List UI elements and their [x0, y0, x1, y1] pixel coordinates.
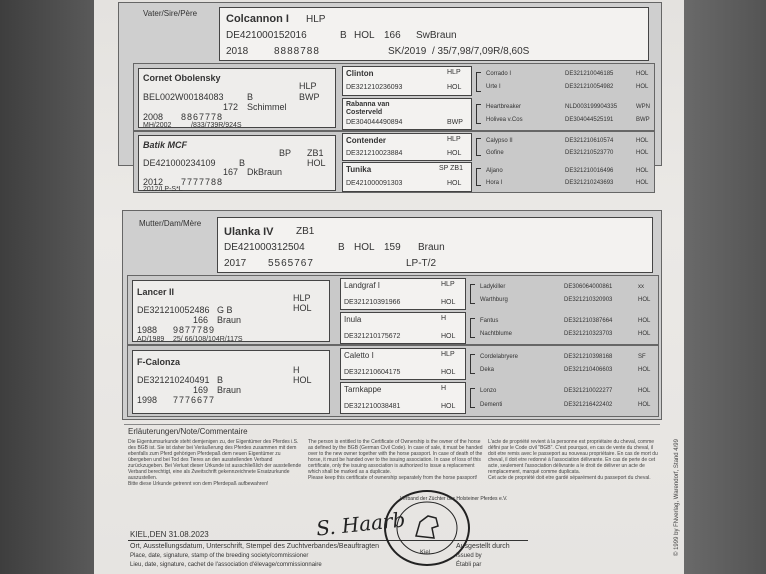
dam-perf: LP-T/2	[406, 258, 437, 269]
bracket	[476, 168, 481, 186]
gds-1-ueln: DE321210023884	[346, 150, 403, 157]
dam-grand-dam-color: Braun	[217, 385, 242, 395]
gg-name: Corrado I	[486, 71, 512, 77]
notes-fr2: Cet acte de propriété doit etre gardé séparément du passeport du cheval.	[488, 475, 651, 481]
sire-name: Colcannon I	[226, 13, 289, 25]
grand-sire-book1: HLP	[299, 81, 317, 91]
grand-dam-code: 7777788	[181, 177, 224, 187]
grand-sire-year: 2008	[143, 112, 164, 122]
issued-by-de: Ausgestellt durch	[456, 543, 510, 550]
dam-grand-sire-size: 166	[193, 315, 209, 325]
sire-book: HLP	[306, 14, 326, 25]
notes-de2: Bitte diese Urkunde getrennt von dem Pferdepaß aufbewahren!	[128, 481, 269, 487]
gg-name: Calypso II	[486, 138, 513, 144]
gg-name: Lonzo	[480, 388, 497, 394]
dam-grand-dam-ueln: DE321210240491	[137, 375, 210, 385]
gg-breed: HOL	[636, 71, 649, 77]
grand-dam-book2: ZB1	[307, 148, 324, 158]
grand-dam-sex: B	[239, 158, 246, 168]
mgs-1-book: HLP	[441, 281, 455, 288]
grand-sire-name: Cornet Obolensky	[143, 73, 221, 83]
sire-sire-panel	[133, 63, 655, 131]
grand-sire-book2: BWP	[299, 92, 320, 102]
gg-breed: HOL	[638, 331, 651, 337]
dam-grand-sire-perf: AD/1989	[137, 336, 165, 343]
gg-ueln: DE321216422402	[564, 402, 613, 408]
sire-indices: / 35/7,98/7,09R/8,60S	[432, 46, 530, 57]
gg-breed: WPN	[636, 104, 650, 110]
gg-breed: HOL	[636, 180, 649, 186]
gds-1-name: Contender	[346, 136, 386, 145]
gg-ueln: DE321210398168	[564, 354, 613, 360]
gg-breed: HOL	[636, 150, 649, 156]
mgd-2-ueln: DE321210038481	[344, 403, 401, 410]
dam-grand-dam-size: 169	[193, 385, 209, 395]
ggs-1-book: HLP	[447, 69, 461, 76]
dam-grand-sire-year: 1988	[137, 325, 158, 335]
grand-sire-perf: MH/2002	[143, 122, 172, 129]
notes-de: Die Eigentumsurkunde steht demjenigen zu, der Eigentümer des Pferdes i.S. des BGB ist. Sie ist daher bei Veräußerung des Pferdes zusammen mit dem ebenfalls zum Pferd gehörigen Pferdepaß dem neuen Eigentümer zu übergeben und bei Tod des Tieres an den ausstellenden Verband zurückzugeben. Bei Verlust dieser Urkunde ist ausschließlich der ausstellende Verband berechtigt, eine als Zweitschrift gekennzeichnete Ersatzurkunde auszustellen.	[128, 439, 302, 481]
dam-sire-panel	[127, 275, 659, 345]
gg-ueln: DE321210320903	[564, 297, 613, 303]
grand-sire-sex: B	[247, 92, 254, 102]
sire-sex: B	[340, 30, 347, 41]
dam-code: 5565767	[268, 258, 314, 269]
sire-dam-panel	[133, 131, 655, 193]
gg-name: Nachtblume	[480, 331, 513, 337]
dam-grand-dam-code: 7776677	[173, 395, 216, 405]
grand-dam-breed: HOL	[307, 158, 326, 168]
dam-grand-dam-card	[132, 350, 330, 414]
gg-name: Dementi	[480, 402, 503, 408]
grand-dam-color: DkBraun	[247, 167, 283, 177]
notes-french	[488, 439, 658, 481]
gg-ueln: DE321210022277	[564, 388, 613, 394]
sire-size: 166	[384, 30, 401, 41]
notes-english	[308, 439, 484, 481]
gg-ueln: DE321210406603	[564, 367, 613, 373]
dam-name: Ulanka IV	[224, 226, 274, 238]
dam-color: Braun	[418, 242, 445, 253]
dam-dam-panel	[127, 345, 659, 417]
gg-breed: HOL	[636, 168, 649, 174]
bracket	[470, 388, 475, 408]
gg-breed: HOL	[638, 318, 651, 324]
gds-card-1	[342, 133, 472, 161]
gg-name: Urte I	[486, 84, 501, 90]
footer-line-en: Place, date, signature, stamp of the breeding society/commissioner	[130, 553, 309, 559]
notes-heading: Erläuterungen/Note/Commentaire	[128, 427, 248, 436]
ownership-certificate	[94, 0, 684, 574]
gds-1-book: HLP	[447, 136, 461, 143]
stamp-city: Kiel	[420, 550, 431, 556]
footer-line-de: Ort, Ausstellungsdatum, Unterschrift, Stempel des Zuchtverbandes/Beauftragten	[130, 543, 380, 550]
issued-by-en: Issued by	[456, 553, 482, 559]
gg-breed: HOL	[638, 367, 651, 373]
publisher-vertical-text: © 1999 by FNverlag, Warendorf, Stand 4/99	[674, 439, 680, 556]
dam-grand-sire-color: Braun	[217, 315, 242, 325]
gds-2-breed: HOL	[447, 180, 462, 187]
grand-dam-book1: BP	[279, 148, 292, 158]
gds-2-ueln: DE421000091303	[346, 180, 403, 187]
ggs-2-name1: Rabanna van	[346, 101, 390, 108]
dam-ueln: DE421000312504	[224, 242, 305, 253]
background-right	[682, 0, 766, 574]
notes-en: The person is entitled to the Certificate of Ownership is the owner of the horse as defined by the BGB (German Civil Code). In case of sale, it must be handed over to the new owner together with the horse passport. In case of death of the horse, it must be handed over to the issuing association. In case of loss of this certificate, only the issuing association is authorized to issue a replacement which shall be marked as a duplicate.	[308, 439, 483, 475]
dam-year: 2017	[224, 258, 247, 269]
notes-fr: L'acte de propriété revient à la personne est propriétaire du cheval, comme défini par le Code civil "BGB". C'est pourquoi, en cas de vente du cheval, il doit etre remis avec le passeport au nouveau propriétaire. En cas de mort du cheval, il doit etre redonné à l'association délivrante. En cas de perte de cet acte, seulement l'association délivrante a le droit de délivrer un acte de remplacement, marqué comme duplicata.	[488, 439, 658, 475]
ggs-2-breed: BWP	[447, 119, 463, 126]
gg-breed: HOL	[636, 138, 649, 144]
ggs-2-name2: Costerveld	[346, 109, 383, 116]
mgd-2-breed: HOL	[441, 403, 456, 410]
sire-card	[219, 7, 649, 61]
bracket	[470, 318, 475, 338]
gg-breed: SF	[638, 354, 646, 360]
dam-section-label: Mutter/Dam/Mère	[139, 219, 202, 228]
notes-german	[128, 439, 304, 487]
bracket	[476, 72, 481, 92]
mgd-1-name: Caletto I	[344, 351, 374, 360]
gg-ueln: DE321210243693	[565, 180, 614, 186]
mgs-2-book: H	[441, 315, 447, 322]
gg-breed: HOL	[636, 84, 649, 90]
gg-name: Deka	[480, 367, 495, 373]
gds-2-name: Tunika	[346, 165, 372, 174]
grand-dam-size: 167	[223, 167, 239, 177]
gg-ueln: DE321210054982	[565, 84, 614, 90]
grand-dam-card	[138, 135, 336, 191]
grand-sire-size: 172	[223, 102, 239, 112]
dam-grand-dam-sex: B	[217, 375, 224, 385]
gg-name: Holivea v.Cos	[486, 117, 523, 123]
gg-name: Aljano	[486, 168, 503, 174]
dam-grand-sire-breed: HOL	[293, 303, 312, 313]
gg-ueln: NLD003199904335	[565, 104, 618, 110]
grand-dam-ueln: DE421000234109	[143, 158, 216, 168]
gg-breed: xx	[638, 284, 644, 290]
sire-ueln: DE421000152016	[226, 30, 307, 41]
mgd-1-ueln: DE321210604175	[344, 369, 401, 376]
gg-breed: BWP	[636, 117, 650, 123]
dam-grand-dam-breed: HOL	[293, 375, 312, 385]
mgd-card-2	[340, 382, 466, 414]
gg-ueln: DE321210323703	[564, 331, 613, 337]
ggs-card-1	[342, 66, 472, 96]
mgs-card-2	[340, 312, 466, 344]
gds-1-breed: HOL	[447, 150, 462, 157]
gg-ueln: DE304044525191	[565, 117, 614, 123]
gg-name: Gofine	[486, 150, 504, 156]
sire-section	[118, 2, 662, 193]
grand-sire-code: 8867778	[181, 112, 224, 122]
background-left	[0, 0, 96, 574]
signature: S. Haarb	[314, 507, 407, 541]
dam-grand-sire-ueln: DE321210052486	[137, 305, 210, 315]
gg-ueln: DE321210016496	[565, 168, 614, 174]
sire-breed: HOL	[354, 30, 375, 41]
notes-en2: Please keep this certificate of ownership separately from the horse passport!	[308, 475, 478, 481]
gg-ueln: DE306064000861	[564, 284, 613, 290]
grand-sire-ueln: BEL002W00184083	[143, 92, 224, 102]
gg-name: Fantus	[480, 318, 499, 324]
ggs-1-breed: HOL	[447, 84, 462, 91]
mgs-1-ueln: DE321210391966	[344, 299, 401, 306]
bracket	[470, 284, 475, 304]
grand-dam-year: 2012	[143, 177, 164, 187]
footer-line-fr: Lieu, date, signature, cachet de l'association d'élevage/commissionnaire	[130, 562, 322, 568]
dam-grand-dam-book1: H	[293, 365, 300, 375]
ggs-1-name: Clinton	[346, 69, 374, 78]
gds-2-book: SP ZB1	[439, 165, 463, 172]
gg-name: Hora I	[486, 180, 503, 186]
dam-grand-sire-card	[132, 280, 330, 342]
dam-grand-dam-year: 1998	[137, 395, 158, 405]
dam-grand-sire-code: 9877789	[173, 325, 216, 335]
gg-ueln: DE321210610574	[565, 138, 614, 144]
mgd-1-breed: HOL	[441, 369, 456, 376]
dam-card	[217, 217, 653, 273]
gg-ueln: DE321210523770	[565, 150, 614, 156]
dam-sex: B	[338, 242, 345, 253]
gg-name: Warthburg	[480, 297, 508, 303]
ggs-2-ueln: DE304044490894	[346, 119, 403, 126]
mgs-2-name: Inula	[344, 315, 362, 324]
grand-sire-card	[138, 68, 336, 128]
signature-line	[128, 540, 528, 541]
gg-breed: HOL	[638, 402, 651, 408]
dam-grand-sire-indices: 25/ 66/108/104R/117S	[173, 336, 243, 343]
notes-section	[124, 424, 660, 501]
gg-ueln: DE321210387664	[564, 318, 613, 324]
dam-breed: HOL	[354, 242, 375, 253]
dam-size: 159	[384, 242, 401, 253]
mgs-card-1	[340, 278, 466, 310]
mgd-1-book: HLP	[441, 351, 455, 358]
dam-grand-sire-book1: HLP	[293, 293, 311, 303]
mgd-2-name: Tarnkappe	[344, 385, 382, 394]
gg-name: Ladykiller	[480, 284, 506, 290]
sire-code: 8888788	[274, 46, 320, 57]
dam-grand-sire-name: Lancer II	[137, 287, 175, 297]
issued-by-fr: Établi par	[456, 562, 482, 568]
gg-breed: HOL	[638, 297, 651, 303]
mgd-card-1	[340, 348, 466, 380]
mgd-2-book: H	[441, 385, 447, 392]
mgs-2-ueln: DE321210175672	[344, 333, 401, 340]
dam-section	[122, 210, 662, 420]
grand-sire-indices: /833/739R/924S	[191, 122, 242, 129]
gg-name: Heartbreaker	[486, 104, 522, 110]
gg-name: Cordelabryere	[480, 354, 519, 360]
gds-card-2	[342, 162, 472, 192]
mgs-1-breed: HOL	[441, 299, 456, 306]
dam-book: ZB1	[296, 226, 315, 237]
grand-sire-color: Schimmel	[247, 102, 287, 112]
grand-dam-perf: 2012/LP-S*L	[143, 186, 183, 193]
sire-year: 2018	[226, 46, 249, 57]
mgs-2-breed: HOL	[441, 333, 456, 340]
dam-grand-sire-sex: G B	[217, 305, 233, 315]
gg-ueln: DE321210046185	[565, 71, 614, 77]
sire-perf: SK/2019	[388, 46, 427, 57]
stamp-text: Verband der Züchter des Holsteiner Pferdes e.V.	[400, 496, 508, 502]
bracket	[476, 104, 481, 124]
gg-breed: HOL	[638, 388, 651, 394]
sire-color: SwBraun	[416, 30, 457, 41]
ggs-card-2	[342, 98, 472, 130]
bracket	[470, 354, 475, 374]
dam-grand-dam-name: F-Calonza	[137, 357, 181, 367]
sire-section-label: Vater/Sire/Père	[143, 9, 198, 18]
issue-place-date: KIEL,DEN 31.08.2023	[130, 530, 209, 539]
bracket	[476, 138, 481, 156]
ggs-1-ueln: DE321210236093	[346, 84, 403, 91]
mgs-1-name: Landgraf I	[344, 281, 381, 290]
grand-dam-name: Batik MCF	[143, 140, 188, 150]
